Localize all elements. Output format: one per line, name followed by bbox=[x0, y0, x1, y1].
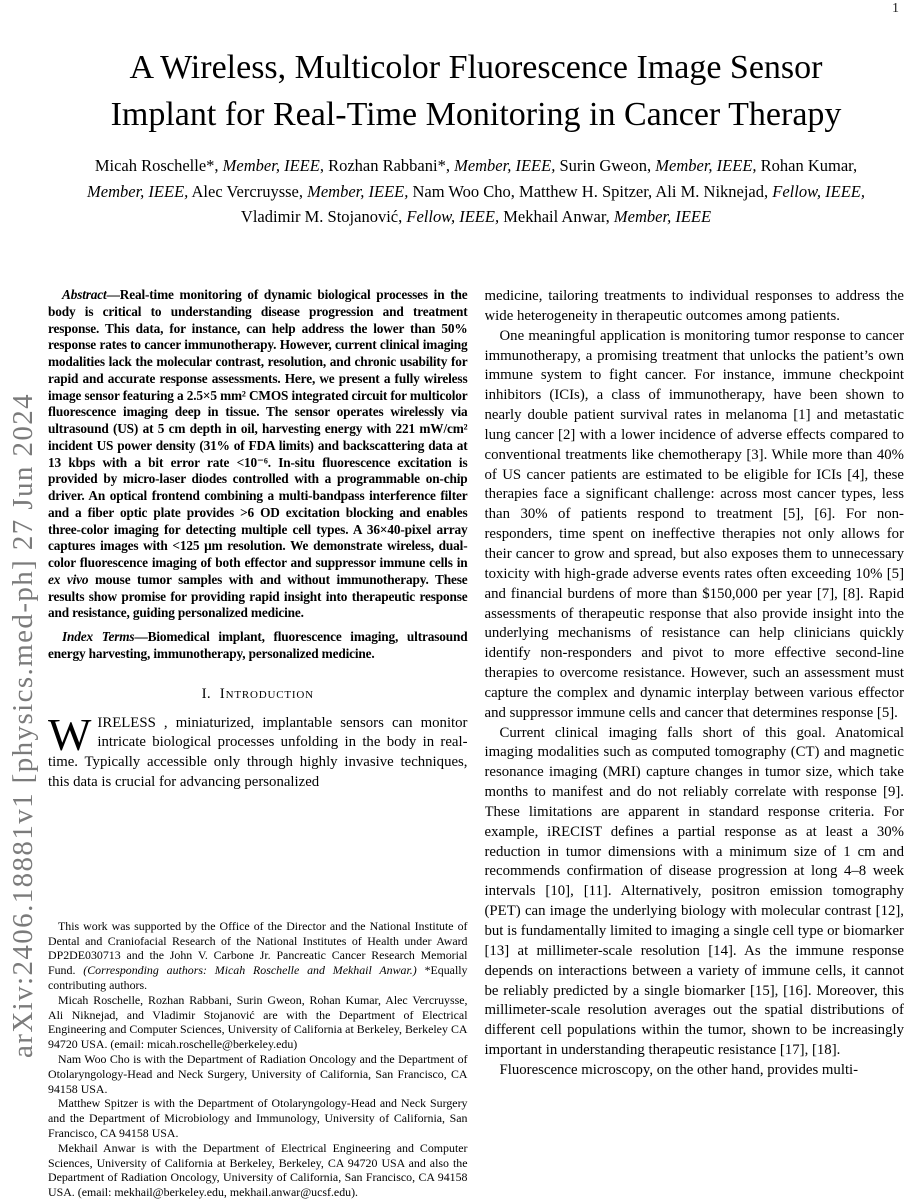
text-run: Vladimir M. Stojanović, bbox=[240, 207, 407, 226]
text-run: mouse tumor samples with and without immunotherapy. These results show promise for providing rapid insight into therapeutic response and resistance, guiding personalized medicine. bbox=[48, 571, 468, 621]
body-paragraph bbox=[485, 1061, 905, 1081]
text-run: medicine, tailoring treatments to individual responses to address the wide heterogeneity in therapeutic outcomes among patients. bbox=[484, 288, 904, 324]
text-run: ex vivo bbox=[48, 571, 89, 587]
authors-line bbox=[68, 153, 884, 230]
paper-header bbox=[48, 0, 904, 230]
body-paragraph bbox=[485, 287, 905, 327]
text-run: Fellow, IEEE, bbox=[406, 207, 500, 226]
text-run: One meaningful application is monitoring tumor response to cancer immunotherapy, a promising treatment that unlocks the patient’s own immune system to fight cancer. For instance, immune checkpoint inhibitors (ICIs), a class of immunotherapy, have been shown to nearly double patient survival rates in melanoma [1] and metastatic lung cancer [2] with a lower incidence of adverse effects compared to conventional treatments like chemotherapy [3]. While more than 40% of US cancer patients are estimated to be eligible for ICIs [4], these therapies face a significant challenge: across most cancer types, less than 30% of patients respond to treatment [5], [6]. For non-responders, time spent on ineffective therapies not only allows for their cancer to grow and spread, but also exposes them to unnecessary toxicity with high-grade adverse events rates often exceeding 10% [5] and financial burdens of more than $150,000 per year [7], [8]. Rapid assessments of therapeutic response that also provide insight into the underlying mechanisms of resistance can help clinicians quickly identify non-responders and pivot to more effective second-line therapies to overcome resistance. However, such an assessment must capture the complex and dynamic interplay between various effector and suppressor immune cells and cancer that determines response [5]. bbox=[484, 327, 904, 721]
drop-cap: W bbox=[48, 708, 92, 760]
text-run: IRELESS , miniaturized, implantable sensors can monitor intricate biological processes unfolding in the body in real-time. Typically accessible only through highly invasive techniques, this data is crucial for advancing personalized bbox=[48, 714, 468, 791]
page-number: 1 bbox=[892, 1, 899, 16]
text-run: Current clinical imaging falls short of this goal. Anatomical imaging modalities such as computed tomography (CT) and magnetic resonance imaging (MRI) capture changes in tumor size, which take months to manifest and do not reliably correlate with response [9]. These limitations are apparent in standard response criteria. For example, iRECIST defines a partial response as at least a 30% reduction in tumor dimensions with a minimum size of 1 cm and recommends confirmation of disease progression at long 4–8 week intervals [10], [11]. Alternatively, positron emission tomography (PET) can image the underlying biology with molecular contrast [12], but is fundamentally limited to imaging a single cell type or biomarker [13] at millimeter-scale resolution [14]. As the immune response depends on interactions between a variety of immune cells, it cannot be reliably predicted by a single biomarker [15], [16]. Moreover, this millimeter-scale resolution averages out the spatial distributions of different cell populations within the tumor, shown to be increasingly important in understanding therapeutic resistance [17], [18]. bbox=[484, 724, 904, 1059]
text-run: , Rozhan Rabbani*, bbox=[319, 156, 455, 175]
intro-paragraph bbox=[48, 708, 468, 793]
text-run: Nam Woo Cho, Matthew H. Spitzer, Ali M. Niknejad, bbox=[408, 181, 773, 201]
two-column-body bbox=[48, 287, 904, 1200]
footnote-paragraph bbox=[48, 1096, 468, 1140]
section-heading bbox=[48, 686, 468, 703]
title-line: Implant for Real-Time Monitoring in Cancer Therapy bbox=[110, 96, 842, 133]
text-run: Alec Vercruysse, bbox=[188, 181, 308, 201]
intro-text bbox=[48, 708, 468, 791]
text-run: Member, IEEE, bbox=[87, 181, 189, 201]
text-run: Nam Woo Cho is with the Department of Radiation Oncology and the Department of Otolaryngology-Head and Neck Surgery, University of California, San Francisco, CA 94158 USA. bbox=[48, 1052, 468, 1096]
text-run: Index Terms bbox=[62, 629, 135, 644]
footnote-paragraph bbox=[48, 1141, 468, 1200]
text-run: Fellow, IEEE, bbox=[772, 181, 865, 201]
body-paragraph bbox=[485, 724, 905, 1061]
title-line: A Wireless, Multicolor Fluorescence Image Sensor bbox=[129, 49, 823, 86]
text-run: Fluorescence microscopy, on the other hand, provides multi- bbox=[499, 1061, 859, 1078]
text-run: Mekhail Anwar, bbox=[499, 207, 614, 226]
text-run: Micah Roschelle*, bbox=[94, 156, 223, 175]
text-run: Micah Roschelle, Rozhan Rabbani, Surin Gweon, Rohan Kumar, Alec Vercruysse, Ali Niknejad, and Vladimir Stojanović are with the Department of Electrical Engineering and Computer Sciences, University of California at Berkeley, Berkeley CA 94720 USA. (email: micah.roschelle@berkeley.edu) bbox=[48, 992, 468, 1052]
index-terms-paragraph bbox=[48, 629, 468, 663]
section-number: I. bbox=[201, 685, 211, 702]
right-column bbox=[485, 287, 905, 1200]
text-run: Member, IEEE bbox=[613, 207, 712, 226]
footnote-paragraph bbox=[48, 993, 468, 1052]
text-run: Rohan Kumar, bbox=[756, 156, 858, 175]
text-run: This work was supported by the Office of the Director and the National Institute of Dental and Craniofacial Research of the National Institutes of Health under Award DP2DE030713 and the John V. Carbone Jr. Pancreatic Cancer Research Memorial Fund. bbox=[48, 918, 468, 978]
text-run: Abstract bbox=[62, 287, 107, 302]
footnote-paragraph bbox=[48, 1052, 468, 1096]
text-run: —Real-time monitoring of dynamic biological processes in the body is critical to understanding disease progression and treatment response. This data, for instance, can help address the lower than 50% response rates to cancer immunotherapy. However, current clinical imaging modalities lack the molecular contrast, resolution, and chronic usability for rapid and accurate response assessments. Here, we present a fully wireless image sensor featuring a 2.5×5 mm² CMOS integrated circuit for multicolor fluorescence imaging deep in tissue. The sensor operates wirelessly via ultrasound (US) at 5 cm depth in oil, harvesting energy with 221 mW/cm² incident US power density (31% of FDA limits) and backscattering data at 13 kbps with a bit error rate <10⁻⁶. In-situ fluorescence excitation is provided by micro-laser diodes controlled with a programmable on-chip driver. An optical frontend combining a multi-bandpass interference filter and a fiber optic plate provides >6 OD excitation blocking and enables three-color imaging for detecting multiple cell types. A 36×40-pixel array captures images with <125 μm resolution. We demonstrate wireless, dual-color fluorescence imaging of both effector and suppressor immune cells in bbox=[48, 287, 468, 570]
text-run: Member, IEEE, bbox=[655, 156, 757, 175]
text-run: Member, IEEE, bbox=[454, 156, 556, 175]
abstract-paragraph bbox=[48, 287, 468, 622]
body-paragraph bbox=[485, 327, 905, 724]
arxiv-stamp: arXiv:2406.18881v1 [physics.med-ph] 27 Jun 2024 bbox=[7, 392, 39, 1058]
paper-title bbox=[48, 0, 904, 138]
footnote-paragraph bbox=[48, 919, 468, 993]
section-title: Introduction bbox=[219, 685, 314, 702]
text-run: (Corresponding authors: Micah Roschelle and Mekhail Anwar.) bbox=[83, 963, 417, 978]
left-column bbox=[48, 287, 468, 1200]
text-run: —Biomedical implant, fluorescence imaging, ultrasound energy harvesting, immunotherapy, personalized medicine. bbox=[48, 629, 468, 661]
text-run: Surin Gweon, bbox=[555, 156, 656, 175]
text-run: Mekhail Anwar is with the Department of Electrical Engineering and Computer Sciences, University of California at Berkeley, Berkeley, CA 94720 USA and also the Department of Radiation Oncology, University of California, San Francisco, CA 94158 USA. (email: mekhail@berkeley.edu, mekhail.anwar@ucsf.edu). bbox=[48, 1140, 468, 1200]
text-run: Member, IEEE, bbox=[307, 181, 409, 201]
text-run: Matthew Spitzer is with the Department of Otolaryngology-Head and Neck Surgery and the Department of Microbiology and Immunology, University of California, San Francisco, CA 94158 USA. bbox=[48, 1096, 468, 1141]
text-run: Member, IEEE bbox=[222, 156, 320, 175]
footnotes bbox=[48, 919, 468, 1200]
text-run: *Equally contributing authors. bbox=[48, 963, 468, 993]
